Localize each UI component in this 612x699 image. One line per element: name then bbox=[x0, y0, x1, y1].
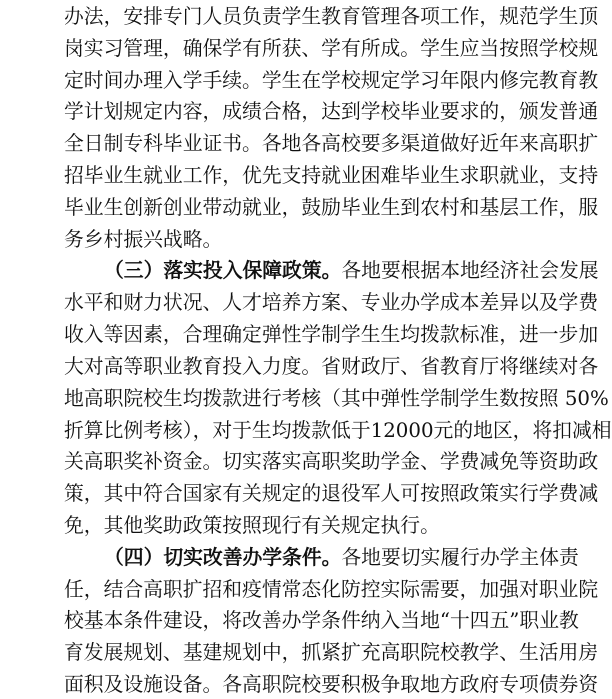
paragraph-line: 毕业生创新创业带动就业，鼓励毕业生到农村和基层工作，服 bbox=[64, 196, 599, 219]
paragraph-line: 地高职院校生均拨款进行考核（其中弹性学制学生数按照 50% bbox=[64, 387, 609, 410]
paragraph-line: 面积及设施设备。各高职院校要积极争取地方政府专项债券资 bbox=[64, 673, 599, 696]
section-4-first-line-text: 各地要切实履行办学主体责 bbox=[341, 546, 579, 569]
paragraph-line: 育发展规划、基建规划中，抓紧扩充高职院校教学、生活用房 bbox=[64, 641, 599, 664]
paragraph-line: 办法，安排专门人员负责学生教育管理各项工作，规范学生顶 bbox=[64, 5, 599, 28]
paragraph-line: 收入等因素，合理确定弹性学制学生生均拨款标准，进一步加 bbox=[64, 323, 599, 346]
section-3-first-line-text: 各地要根据本地经济社会发展 bbox=[341, 259, 599, 282]
section-3-heading: （三）落实投入保障政策。 bbox=[104, 258, 342, 282]
paragraph-line: 定时间办理入学手续。学生在学校规定学习年限内修完教育教 bbox=[64, 69, 599, 92]
paragraph-line: 水平和财力状况、人才培养方案、专业办学成本差异以及学费 bbox=[64, 291, 599, 314]
section-4-heading: （四）切实改善办学条件。 bbox=[104, 545, 342, 569]
paragraph-line: 岗实习管理，确保学有所获、学有所成。学生应当按照学校规 bbox=[64, 37, 599, 60]
paragraph-line: 免，其他奖助政策按照现行有关规定执行。 bbox=[64, 514, 440, 537]
paragraph-line: 学计划规定内容，成绩合格，达到学校毕业要求的，颁发普通 bbox=[64, 100, 599, 123]
paragraph-line: 折算比例考核），对于生均拨款低于12000元的地区，将扣减相 bbox=[64, 419, 612, 442]
paragraph-line: 关高职奖补资金。切实落实高职奖助学金、学费减免等资助政 bbox=[64, 450, 599, 473]
paragraph-line: 任，结合高职扩招和疫情常态化防控实际需要，加强对职业院 bbox=[64, 578, 599, 601]
paragraph-line: 招毕业生就业工作，优先支持就业困难毕业生求职就业，支持 bbox=[64, 164, 599, 187]
paragraph-line: 校基本条件建设，将改善办学条件纳入当地“十四五”职业教 bbox=[64, 609, 579, 632]
paragraph-line: 策，其中符合国家有关规定的退役军人可按照政策实行学费减 bbox=[64, 482, 599, 505]
section-3-first-line bbox=[104, 256, 599, 285]
paragraph-line: 大对高等职业教育投入力度。省财政厅、省教育厅将继续对各 bbox=[64, 355, 599, 378]
section-4-first-line bbox=[104, 543, 579, 572]
paragraph-line: 务乡村振兴战略。 bbox=[64, 228, 223, 251]
paragraph-line: 全日制专科毕业证书。各地各高校要多渠道做好近年来高职扩 bbox=[64, 132, 599, 155]
